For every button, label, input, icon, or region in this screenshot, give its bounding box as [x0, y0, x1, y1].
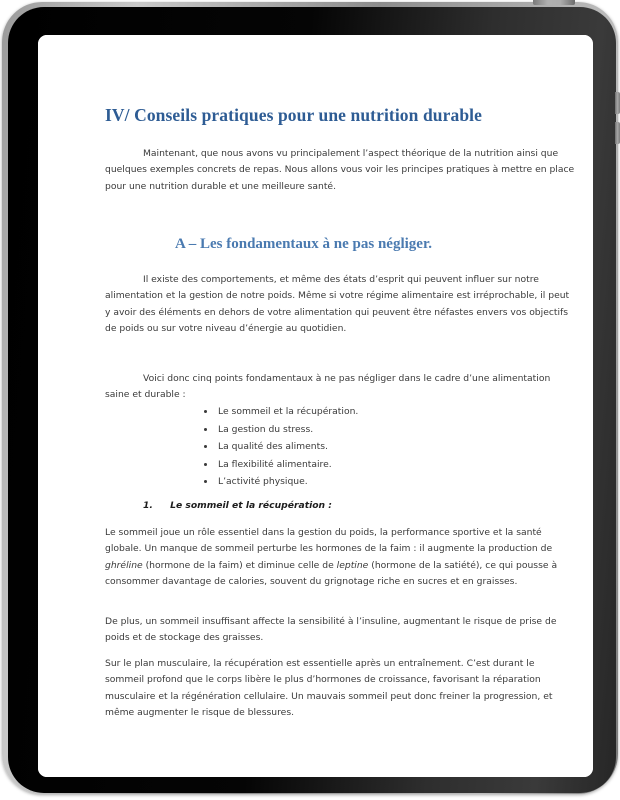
sleep-text-part-2: (hormone de la faim) et diminue celle de: [142, 559, 337, 571]
paragraph-sommeil-2: De plus, un sommeil insuffisant affecte la sensibilité à l’insuline, augmentant le risque de prise de poids et de stockage des graisses.: [105, 616, 557, 644]
tablet-screen[interactable]: [38, 35, 593, 777]
term-ghreline: ghréline: [105, 559, 143, 571]
page-title: IV/ Conseils pratiques pour une nutrition durable: [105, 104, 483, 125]
tablet-bezel: [8, 7, 616, 793]
power-button[interactable]: [533, 0, 575, 5]
list-item: [176, 456, 556, 474]
numbered-subheading: [143, 498, 563, 513]
paragraph-comportements: Il existe des comportements, et même des états d’esprit qui peuvent influer sur notre alimentation et la gestion de notre poids. Même si votre régime alimentaire est irréprochable, il peut y avoir des éléments en dehors de votre alimentation qui peuvent être néfastes envers vos objectifs de poids ou sur votre niveau d’énergie au quotidien.: [105, 274, 570, 335]
paragraph-sommeil-1: [105, 525, 575, 590]
list-item: [176, 403, 556, 421]
paragraph-voici: Voici donc cinq points fondamentaux à ne pas négliger dans le cadre d’une alimentation saine et durable :: [105, 373, 551, 401]
list-item-label: La qualité des aliments.: [218, 441, 328, 452]
bullet-dot-icon: [204, 463, 207, 466]
paragraph-intro: Maintenant, que nous avons vu principalement l’aspect théorique de la nutrition ainsi que quelques exemples concrets de repas. Nous allons vous voir les principes pratiques à mettre en place pour une nutrition durable et une meilleure santé.: [105, 148, 575, 192]
numbered-subheading-number: 1.: [143, 500, 153, 512]
sleep-text-part-1: Le sommeil joue un rôle essentiel dans la gestion du poids, la performance sportive et la santé globale. Un manque de sommeil perturbe les hormones de la faim : il augmente la production de: [105, 527, 553, 555]
bullet-dot-icon: [204, 428, 207, 431]
term-leptine: leptine: [336, 559, 369, 571]
paragraph-sommeil-3: Sur le plan musculaire, la récupération est essentielle après un entraînement. C’est durant le sommeil profond que le corps libère le plus d’hormones de croissance, favorisant la réparation musculaire et la régénération cellulaire. Un mauvais sommeil peut donc freiner la progression, et même augmenter le risque de blessures.: [105, 658, 553, 719]
document-page[interactable]: [38, 35, 593, 777]
numbered-subheading-label: Le sommeil et la récupération :: [170, 500, 332, 512]
list-item-label: La flexibilité alimentaire.: [218, 458, 332, 470]
fundamentals-bullet-list: [176, 403, 556, 491]
tablet-device-frame: [2, 2, 618, 794]
list-item: [176, 438, 556, 456]
bullet-dot-icon: [204, 410, 207, 413]
list-item-label: Le sommeil et la récupération.: [218, 406, 359, 417]
list-item: [176, 421, 556, 439]
bullet-dot-icon: [204, 480, 207, 483]
volume-up-button[interactable]: [615, 92, 620, 114]
list-item-label: L’activité physique.: [218, 476, 308, 487]
bullet-dot-icon: [204, 445, 207, 448]
sleep-text-part-3: (hormone de la satiété), ce qui pousse à consommer davantage de calories, souvent du grignotage riche en sucres et en graisses.: [105, 559, 558, 588]
volume-down-button[interactable]: [615, 122, 620, 144]
section-a-heading: A – Les fondamentaux à ne pas négliger.: [175, 236, 432, 253]
list-item: [176, 473, 556, 491]
list-item-label: La gestion du stress.: [218, 423, 314, 435]
